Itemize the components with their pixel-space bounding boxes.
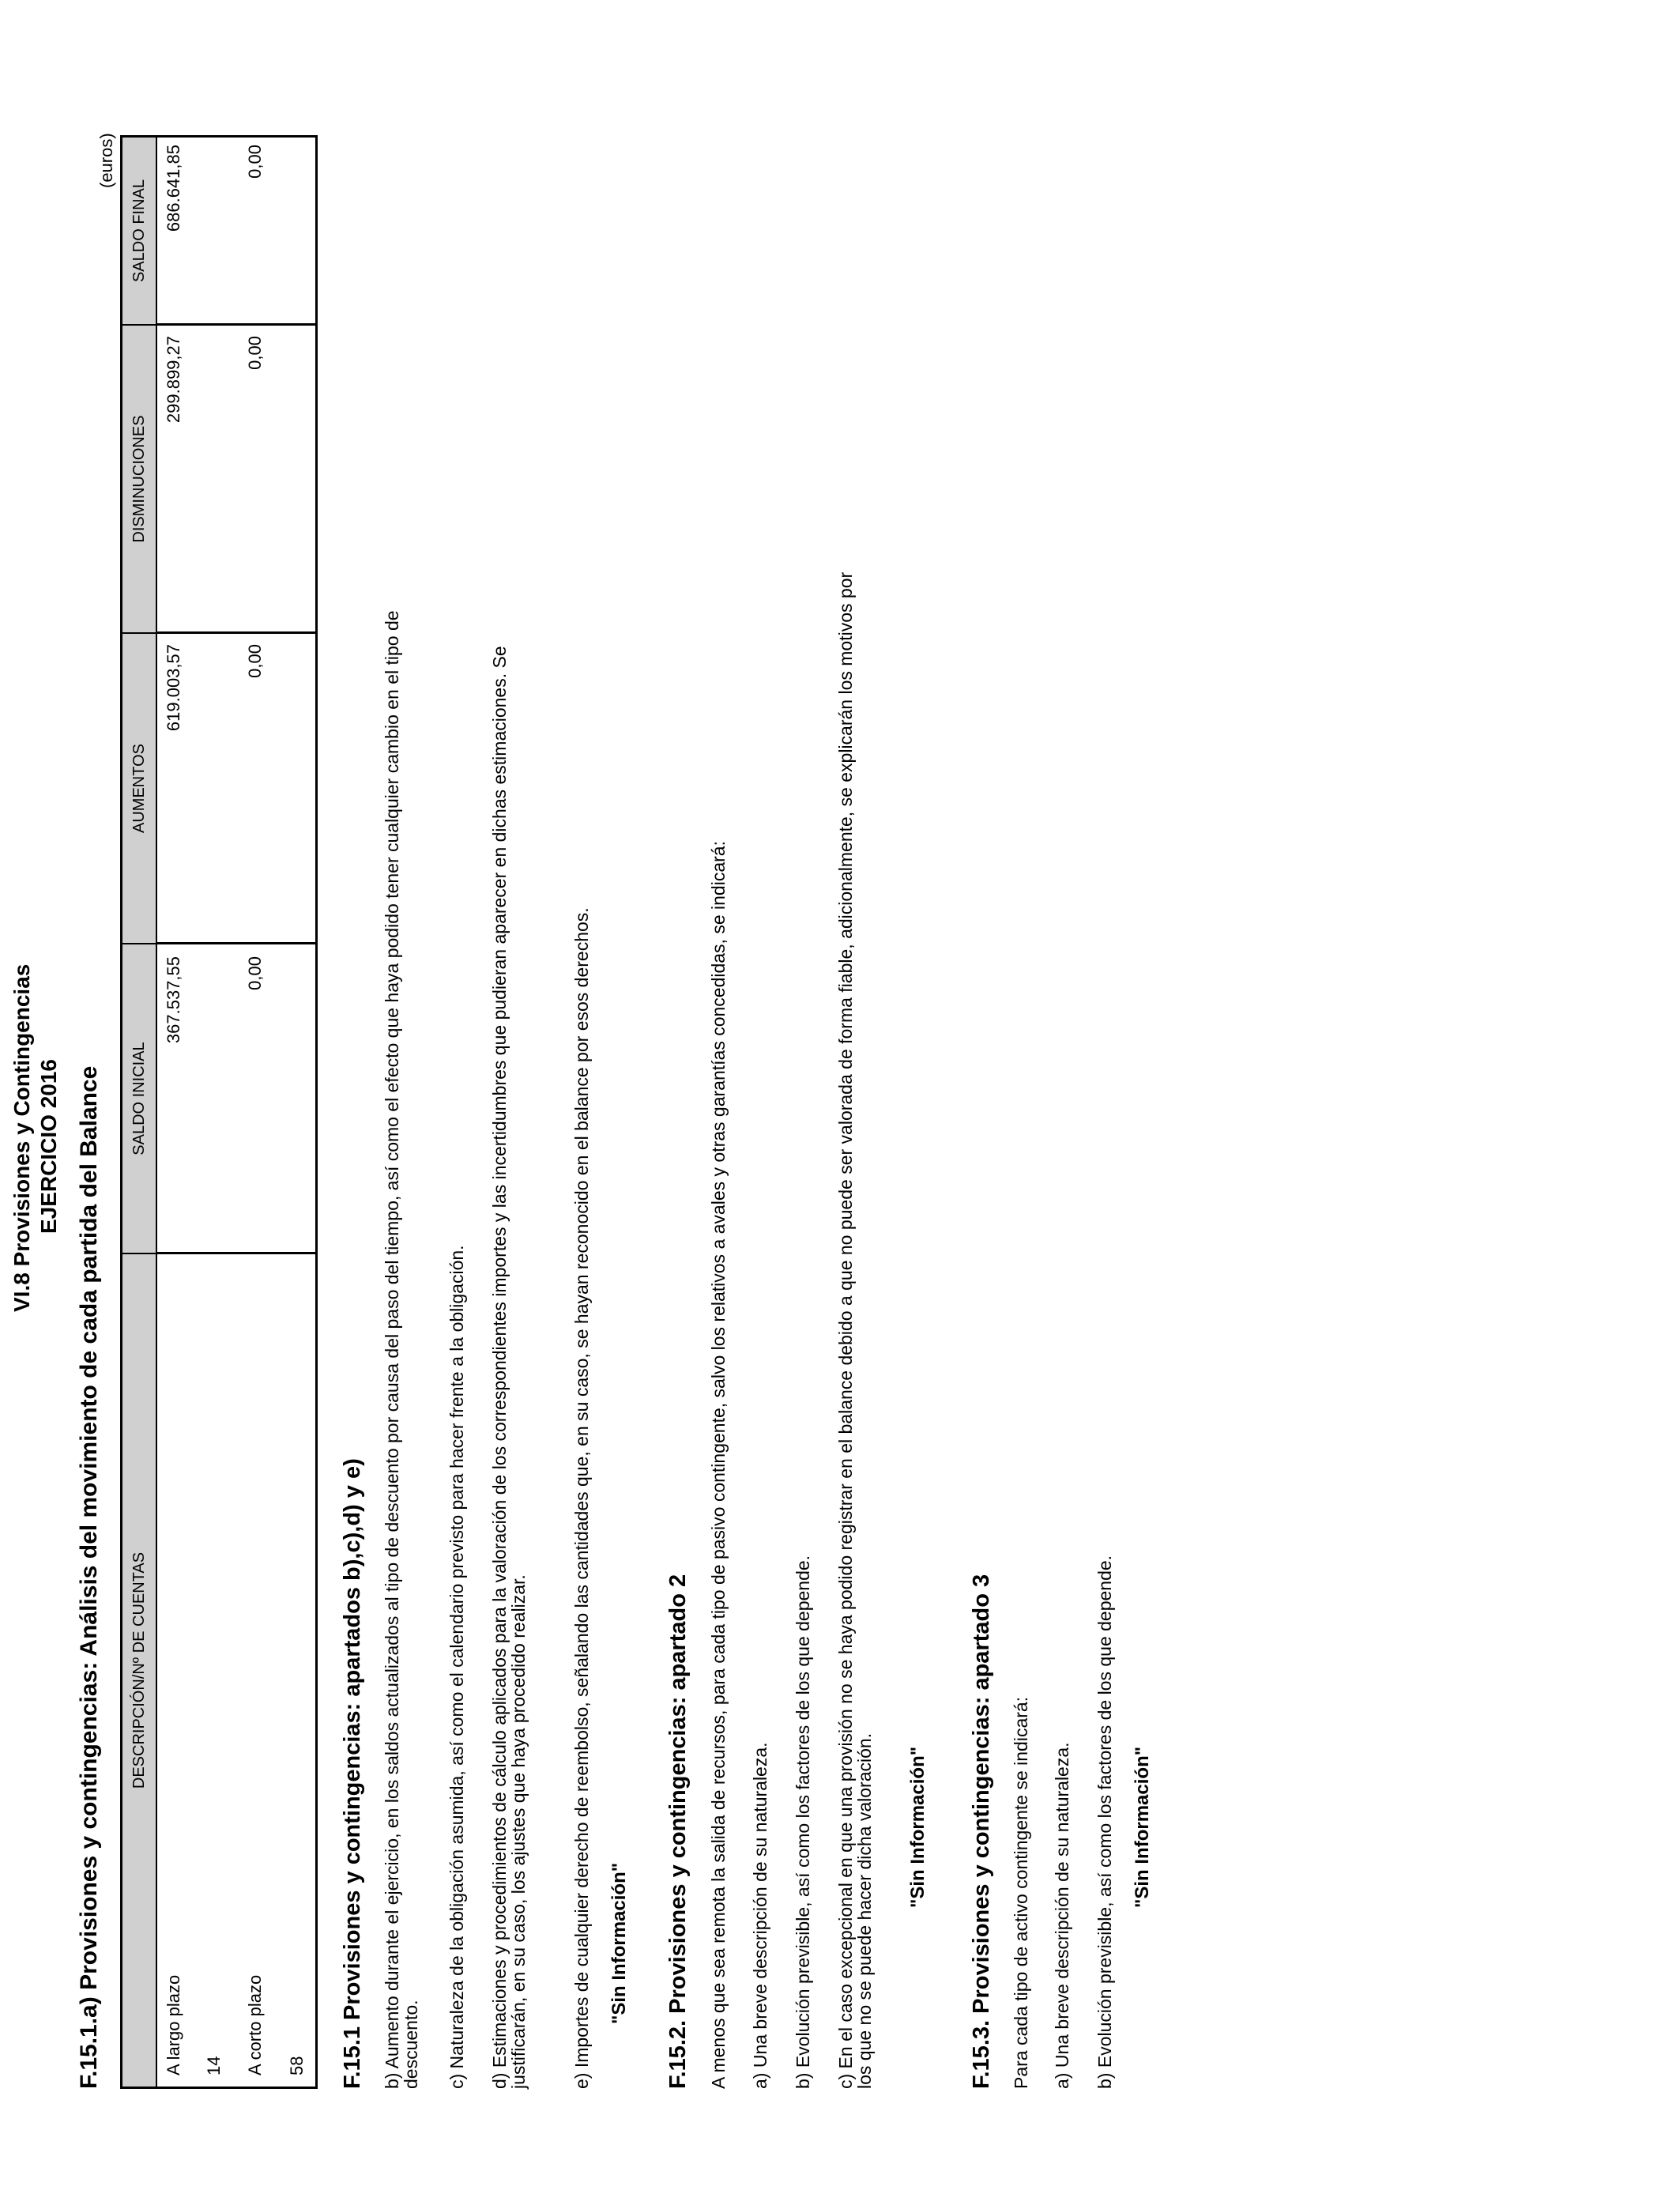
row-label-corto-plazo: A corto plazo [245, 1974, 265, 2075]
row-account-14: 14 [204, 2056, 224, 2075]
section-2-intro: A menos que sea remota la salida de recursos, para cada tipo de pasivo contingente, salvo los relativos a avales y otras garantías concedidas, se indicará: [708, 841, 729, 2089]
section-2-item-c-line2: los que no se puede hacer dicha valoración. [854, 1732, 875, 2089]
cell-disminuciones-largo: 299.899,27 [164, 336, 183, 424]
section-1-item-b-line1: b) Aumento durante el ejercicio, en los saldos actualizados al tipo de descuento por causa del paso del tiempo, así como el efecto que haya podido tener cualquier cambio en el tipo de [382, 610, 402, 2089]
col-header-aumentos: AUMENTOS [122, 632, 157, 943]
cell-saldo-inicial-corto: 0,00 [245, 956, 265, 990]
section-a-heading: F.15.1.a) Provisiones y contingencias: Análisis del movimiento de cada partida del Balance [76, 1065, 102, 2089]
column-divider [157, 1252, 315, 1254]
section-1-no-info: "Sin Información" [608, 1862, 630, 2024]
units-label: (euros) [96, 133, 116, 188]
section-2-item-c-line1: c) En el caso excepcional en que una provisión no se haya podido registrar en el balance debido a que no puede ser valorada de forma fiable, adicionalmente, se explicarán los motivos por [835, 571, 856, 2089]
section-2-item-a: a) Una breve descripción de su naturaleza. [750, 1742, 770, 2089]
section-3-no-info: "Sin Información" [1132, 1746, 1153, 1908]
section-2-item-b: b) Evolución previsible, así como los factores de los que depende. [793, 1555, 813, 2089]
row-account-58: 58 [287, 2056, 307, 2075]
cell-aumentos-corto: 0,00 [245, 644, 265, 678]
section-1-item-b-line2: descuento. [401, 2000, 421, 2089]
cell-saldo-final-largo: 686.641,85 [164, 145, 183, 232]
section-1-heading: F.15.1 Provisiones y contingencias: apartados b),c),d) y e) [340, 1458, 365, 2089]
section-3-intro: Para cada tipo de activo contingente se indicará: [1011, 1696, 1031, 2089]
col-header-description: DESCRIPCIÓN/Nº DE CUENTAS [122, 1253, 157, 2087]
section-1-item-e: e) Importes de cualquier derecho de reembolso, señalando las cantidades que, en su caso, se hayan reconocido en el balance por esos derechos. [571, 907, 592, 2089]
col-header-saldo-final: SALDO FINAL [122, 138, 157, 324]
section-3-item-b: b) Evolución previsible, así como los factores de los que depende. [1094, 1555, 1115, 2089]
column-divider [157, 942, 315, 944]
col-header-saldo-inicial: SALDO INICIAL [122, 943, 157, 1253]
column-divider [157, 631, 315, 634]
section-1-item-c: c) Naturaleza de la obligación asumida, así como el calendario previsto para hacer frente a la obligación. [446, 1245, 467, 2089]
column-divider [157, 323, 315, 326]
section-1-item-d-line2: justificarán, en su caso, los ajustes que haya procedido realizar. [508, 1574, 529, 2089]
section-2-heading: F.15.2. Provisiones y contingencias: apartado 2 [665, 1574, 691, 2089]
cell-aumentos-largo: 619.003,57 [164, 644, 183, 732]
page-year: EJERCICIO 2016 [36, 1059, 61, 1234]
section-3-item-a: a) Una breve descripción de su naturaleza. [1052, 1742, 1072, 2089]
cell-saldo-inicial-largo: 367.537,55 [164, 956, 183, 1044]
cell-disminuciones-corto: 0,00 [245, 336, 265, 370]
page-title: VI.8 Provisiones y Contingencias [9, 963, 34, 1312]
col-header-disminuciones: DISMINUCIONES [122, 324, 157, 632]
section-1-item-d-line1: d) Estimaciones y procedimientos de cálculo aplicados para la valoración de los correspondientes importes y las incertidumbres que pudieran aparecer en dichas estimaciones. Se [489, 646, 510, 2089]
section-2-no-info: "Sin Información" [907, 1746, 929, 1908]
row-label-largo-plazo: A largo plazo [164, 1974, 183, 2075]
provisions-table [120, 135, 318, 2089]
section-3-heading: F.15.3. Provisiones y contingencias: apartado 3 [969, 1574, 994, 2089]
cell-saldo-final-corto: 0,00 [245, 145, 265, 179]
